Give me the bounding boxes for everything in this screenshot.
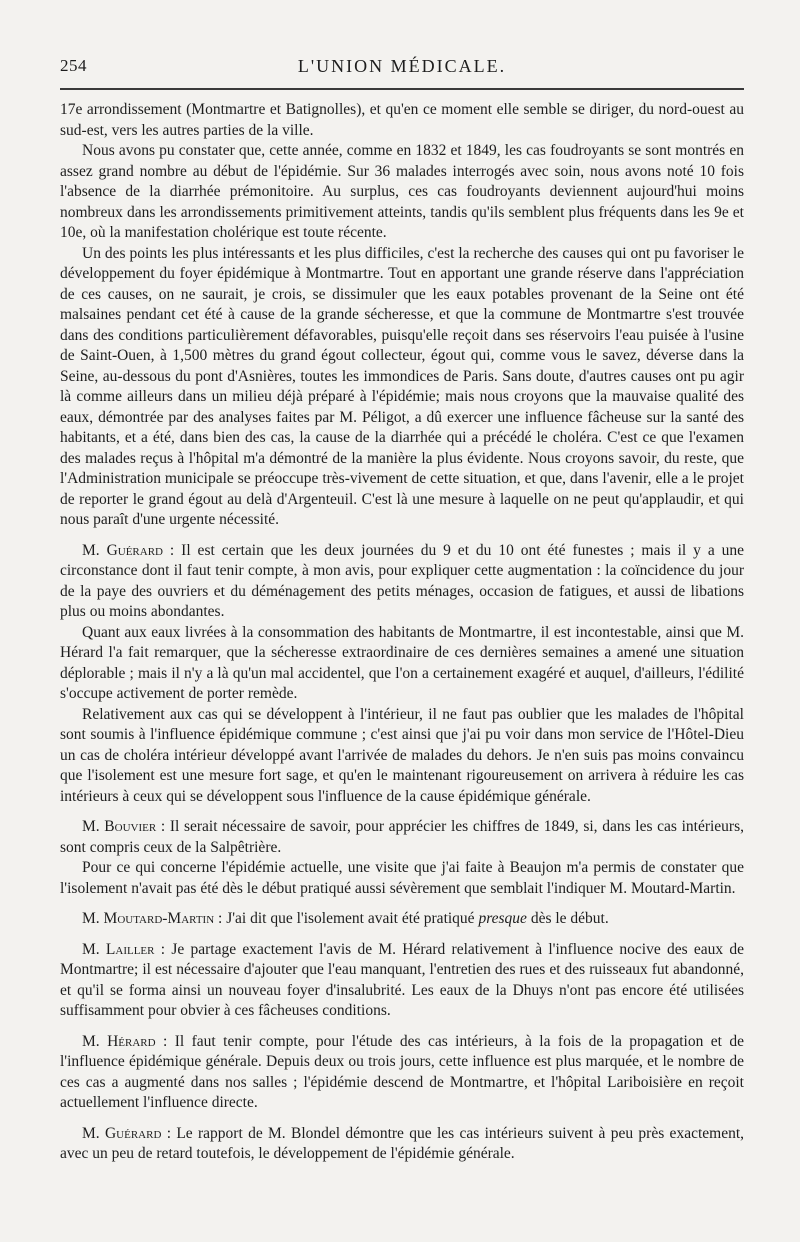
page-number: 254 bbox=[60, 56, 87, 75]
paragraph-causes: Un des points les plus intéressants et les plus difficiles, c'est la recherche des causes qui ont pu favoriser le développement du foyer épidémique à Montmartre. Tout en apportant une grande réserve dans l'appréciation de ces causes, on ne saurait, je crois, se dissimuler que les eaux potables provenant de la Seine ont été malsaines pendant cet été à cause de la grande sécheresse, et que la commune de Montmartre s'est trouvée dans des conditions particulièrement défavorables, puisqu'elle reçoit dans ses réservoirs l'eau puisée à l'usine de Saint-Ouen, à 1,500 mètres du grand égout collecteur, égout qui, comme vous le savez, déverse dans la Seine, au-dessous du pont d'Asnières, toutes les immondices de Paris. Sans doute, d'autres causes ont pu agir là comme ailleurs dans un milieu déjà préparé à l'épidémie; mais nous croyons que la mauvaise qualité des eaux, démontrée par des analyses faites par M. Péligot, a dû exercer une influence fâcheuse sur la santé des habitants, et a été, dans bien des cas, la cause de la diarrhée qui a précédé le choléra. C'est ce que l'examen des malades reçus à l'hôpital m'a démontré de la manière la plus évidente. Nous croyons savoir, du reste, que l'Administration municipale se préoccupe très-vivement de cette situation, et que, dans l'avenir, elle a le projet de reporter le grand égout au delà d'Argenteuil. C'est là une mesure à laquelle on ne peut qu'applaudir, et qui nous paraît d'une urgente nécessité. bbox=[60, 244, 744, 528]
speech-text-end: dès le début. bbox=[530, 910, 609, 927]
speaker-name: M. Moutard-Martin : bbox=[82, 910, 223, 927]
speech-bouvier bbox=[60, 817, 744, 858]
paragraph-continued: 17e arrondissement (Montmartre et Batignolles), et qu'en ce moment elle semble se diriger, du nord-ouest au sud-est, vers les autres parties de la ville. bbox=[60, 101, 744, 139]
speech-guerard bbox=[60, 541, 744, 623]
paragraph-eaux: Quant aux eaux livrées à la consommation des habitants de Montmartre, il est incontestable, ainsi que M. Hérard l'a fait remarquer, que la sécheresse extraordinaire de ces dernières semaines a amené une situation déplorable ; mais il n'y a là qu'un mal accidentel, que l'on a certainement exagéré et auquel, d'ailleurs, l'édilité s'occupe activement de porter remède. bbox=[60, 623, 744, 702]
speech-emphasis: presque bbox=[478, 910, 527, 927]
header-rule bbox=[60, 88, 744, 90]
speech-text: Il faut tenir compte, pour l'étude des cas intérieurs, à la fois de la propagation et de l'influence épidémique générale. Depuis deux ou trois jours, cette influence est plus marquée, et le nombre de ces cas a augmenté dans nos salles ; l'épidémie descend de Montmartre, et l'hôpital Lariboisière en reçoit actuellement l'influence directe. bbox=[60, 1032, 744, 1111]
speech-moutard-martin bbox=[60, 909, 744, 930]
paragraph-isolement: Relativement aux cas qui se développent à l'intérieur, il ne faut pas oublier que les malades de l'hôpital sont soumis à l'influence épidémique commune ; c'est ainsi que j'ai pu voir dans mon service de l'Hôtel-Dieu un cas de choléra intérieur développé avant l'arrivée de malades du dehors. Je n'en suis pas moins convaincu que l'isolement est une mesure fort sage, et qu'en le maintenant rigoureusement on arrivera à réduire les cas intérieurs à ceux qui se développent sous l'influence de la cause épidémique générale. bbox=[60, 705, 744, 805]
speaker-name: M. Guérard : bbox=[82, 541, 175, 559]
speech-text: Il serait nécessaire de savoir, pour apprécier les chiffres de 1849, si, dans les cas intérieurs, sont compris ceux de la Salpêtrière. bbox=[60, 818, 745, 856]
paragraph-cholera-cases: Nous avons pu constater que, cette année, comme en 1832 et 1849, les cas foudroyants se sont montrés en assez grand nombre au début de l'épidémie. Sur 36 malades interrogés avec soin, nous avons noté 10 fois l'absence de la diarrhée prémonitoire. Au surplus, ces cas foudroyants deviennent aujourd'hui moins nombreux dans les arrondissements primitivement atteints, tandis qu'ils semblent plus fréquents dans les 9e et 10e, où la manifestation cholérique est toute récente. bbox=[60, 142, 744, 241]
speech-text: Le rapport de M. Blondel démontre que les cas intérieurs suivent à peu près exactement, avec un peu de retard toutefois, le développement de l'épidémie générale. bbox=[60, 1124, 745, 1162]
speaker-name: M. Hérard : bbox=[82, 1032, 168, 1050]
speech-lailler bbox=[60, 940, 744, 1022]
speech-text: Je partage exactement l'avis de M. Hérard relativement à l'influence nocive des eaux de Montmartre; il est nécessaire d'ajouter que l'eau manquant, l'entretien des rues et des ruisseaux fut abandonné, et qu'il se forma ainsi un nouveau foyer d'insalubrité. Les eaux de la Dhuys n'ont pas encore été utilisées suffisamment pour obvier à ces fâcheuses conditions. bbox=[60, 940, 745, 1019]
running-head bbox=[60, 48, 744, 84]
speaker-name: M. Guérard : bbox=[82, 1124, 172, 1142]
speech-guerard-2 bbox=[60, 1124, 744, 1165]
journal-title: L'UNION MÉDICALE. bbox=[297, 56, 507, 76]
paragraph-beaujon: Pour ce qui concerne l'épidémie actuelle, une visite que j'ai faite à Beaujon m'a permis de constater que l'isolement n'avait pas été dès le début pratiqué aussi sévèrement que semblait l'indiquer M. Moutard-Martin. bbox=[60, 859, 744, 897]
speaker-name: M. Bouvier : bbox=[82, 818, 166, 835]
speaker-name: M. Lailler : bbox=[82, 940, 166, 958]
speech-herard bbox=[60, 1032, 744, 1114]
article-body bbox=[60, 100, 744, 1165]
speech-text: Il est certain que les deux journées du 9 et du 10 ont été funestes ; mais il y a une circonstance dont il faut tenir compte, à mon avis, pour expliquer cette augmentation : la coïncidence du jour de la paye des ouvriers et du déménagement des petits ménages, occasion de fatigues, et aussi de libations plus ou moins abondantes. bbox=[60, 541, 745, 620]
speech-text: J'ai dit que l'isolement avait été pratiqué bbox=[226, 910, 475, 927]
